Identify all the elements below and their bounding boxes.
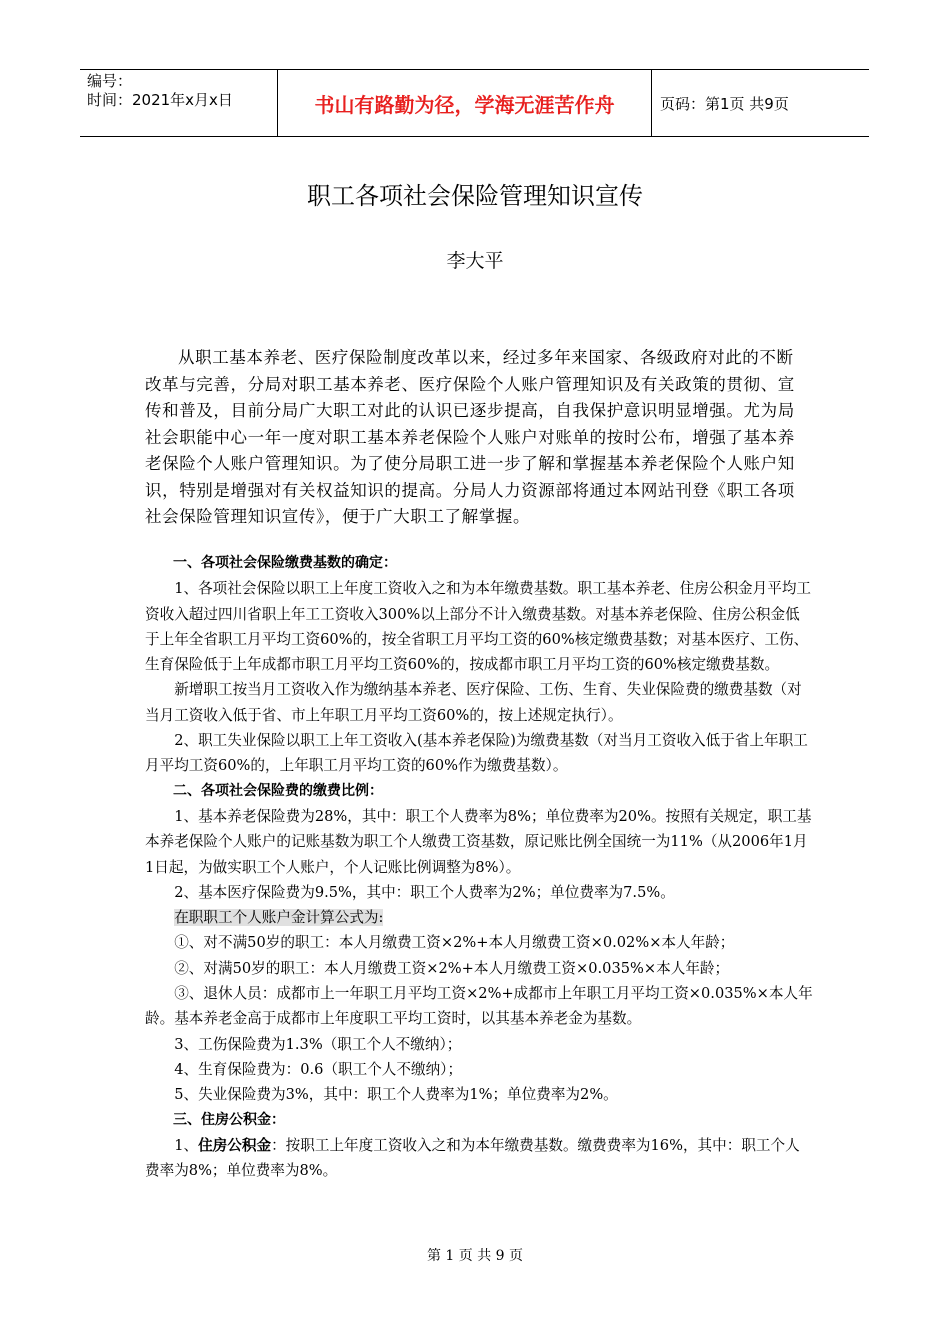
paragraph: 2、职工失业保险以职工上年工资收入(基本养老保险)为缴费基数（对当月工资收入低于省上年职工月平均工资60%的，上年职工月平均工资的60%作为缴费基数）。 — [145, 732, 808, 775]
main-content — [145, 551, 813, 1183]
time-label: 时间：2021年x月x日 — [87, 91, 233, 109]
paragraph: 4、生育保险费为：0.6（职工个人不缴纳）； — [174, 1060, 463, 1078]
section-3-title: 三、住房公积金： — [173, 1111, 285, 1128]
formula-item: ①、对不满50岁的职工：本人月缴费工资×2%+本人月缴费工资×0.02%×本人年龄； — [174, 934, 735, 952]
paragraph: 5、失业保险费为3%，其中：职工个人费率为1%；单位费率为2%。 — [174, 1086, 618, 1104]
paragraph: 1、各项社会保险以职工上年度工资收入之和为本年缴费基数。职工基本养老、住房公积金月平均工资收入超过四川省职上年工工资收入300%以上部分不计入缴费基数。对基本养老保险、住房公积金低于上年全省职工月平均工资60%的，按全省职工月平均工资的60%核定缴费基数；对基本医疗、工伤、生育保险低于上年成都市职工月平均工资60%的，按成都市职工月平均工资的60%核定缴费基数。 — [145, 580, 812, 674]
formula-item: ②、对满50岁的职工：本人月缴费工资×2%+本人月缴费工资×0.035%×本人年龄； — [174, 959, 730, 977]
formula-heading: 在职职工个人账户金计算公式为: — [174, 909, 384, 927]
page-footer: 第 1 页 共 9 页 — [426, 1248, 524, 1264]
header-page-info: 页码：第1页 共9页 — [660, 94, 789, 113]
header-meta — [80, 70, 278, 136]
paragraph: 3、工伤保险费为1.3%（职工个人不缴纳）； — [174, 1035, 462, 1053]
bold-term: 住房公积金 — [198, 1136, 272, 1154]
document-author: 李大平 — [446, 250, 504, 272]
document-title: 职工各项社会保险管理知识宣传 — [307, 182, 643, 210]
intro-section — [145, 345, 803, 531]
page-header — [80, 69, 869, 137]
paragraph: 1、基本养老保险费为28%，其中：职工个人费率为8%；单位费率为20%。按照有关规定，职工基本养老保险个人账户的记账基数为职工个人缴费工资基数，原记账比例全国统一为11%（从2006年1月1日起，为做实职工个人账户，个人记账比例调整为8%）。 — [145, 807, 812, 876]
paragraph: 2、基本医疗保险费为9.5%，其中：职工个人费率为2%；单位费率为7.5%。 — [174, 883, 675, 901]
section-2-title: 二、各项社会保险费的缴费比例： — [173, 782, 383, 799]
number-label: 编号： — [87, 72, 133, 90]
intro-paragraph: 从职工基本养老、医疗保险制度改革以来，经过多年来国家、各级政府对此的不断改革与完善，分局对职工基本养老、医疗保险个人账户管理知识及有关政策的贯彻、宣传和普及，目前分局广大职工对此的认识已逐步提高，自我保护意识明显增强。尤为局社会职能中心一年一度对职工基本养老保险个人账户对账单的按时公布，增强了基本养老保险个人账户管理知识。为了使分局职工进一步了解和掌握基本养老保险个人账户知识，特别是增强对有关权益知识的提高。分局人力资源部将通过本网站刊登《职工各项社会保险管理知识宣传》，便于广大职工了解掌握。 — [145, 348, 795, 526]
item-number: 1、 — [174, 1136, 199, 1154]
header-motto: 书山有路勤为径，学海无涯苦作舟 — [278, 70, 652, 136]
formula-heading-row — [145, 905, 813, 930]
paragraph — [145, 1133, 813, 1184]
formula-item: ③、退休人员：成都市上一年职工月平均工资×2%+成都市上年职工月平均工资×0.035%×本人年龄。基本养老金高于成都市上年度职工平均工资时，以其基本养老金为基数。 — [145, 985, 813, 1028]
section-1-title: 一、各项社会保险缴费基数的确定： — [173, 555, 397, 571]
paragraph: 新增职工按当月工资收入作为缴纳基本养老、医疗保险、工伤、生育、失业保险费的缴费基数（对当月工资收入低于省、市上年职工月平均工资60%的，按上述规定执行）。 — [145, 681, 802, 724]
item-text: ：按职工上年度工资收入之和为本年缴费基数。缴费费率为16%，其中：职工个人费率为8%；单位费率为8%。 — [145, 1136, 800, 1180]
